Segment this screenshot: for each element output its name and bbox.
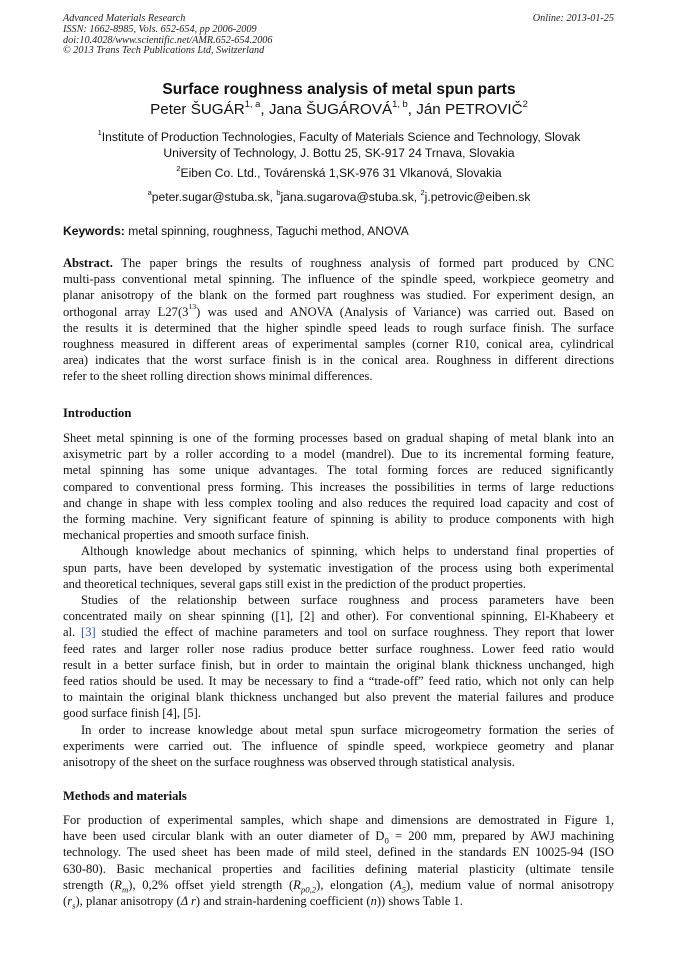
text-line: good surface finish [4], [5]. [63, 706, 201, 721]
journal-name: Advanced Materials Research [63, 13, 186, 24]
text-line: axisymetric part by a roller according to a model (mandrel). Due to its incremental forming feature, [63, 447, 614, 462]
text-line: Although knowledge about mechanics of spinning, which helps to understand final properties of [81, 544, 614, 559]
text-line: concentrated maily on shear spinning ([1], [2] and other). For conventional spinning, El-Khabeery et [63, 609, 614, 624]
keywords [63, 224, 614, 238]
abstract [63, 255, 614, 385]
email-link[interactable]: j.petrovic@eiben.sk [424, 190, 531, 204]
author-name: , Jana ŠUGÁROVÁ [260, 101, 393, 118]
author-sup: 1, a [244, 97, 261, 109]
text-line: compared to conventional press forming. This increases the possibilities in terms of large reductions [63, 479, 614, 494]
methods-paragraph [63, 812, 614, 909]
running-header [63, 14, 614, 57]
author-list [0, 97, 678, 118]
email-link[interactable]: jana.sugarova@stuba.sk, [280, 190, 421, 204]
intro-paragraph [63, 430, 614, 770]
affil-sup: 1 [97, 127, 102, 137]
abstract-line: roughness measured in different areas of experimental samples (corner R10, conical area, cylindrical [63, 337, 614, 352]
text-line: and theoretical techniques, several gaps still exist in the prediction of the product properties. [63, 576, 527, 591]
abstract-line: The paper brings the results of roughness analysis of formed part produced by CNC [112, 256, 614, 270]
abstract-line: orthogonal array $L27(3^{13})$ was used and ANOVA (Analysis of Variance) was carried out. Based on [63, 302, 614, 319]
copyright-line: © 2013 Trans Tech Publications Ltd, Switzerland [63, 45, 265, 57]
text-line: experiments were carried out. The influence of spindle speed, workpiece geometry and planar [63, 738, 614, 753]
text-line: result in a better surface finish, but in order to maintain the original blank thickness unchanged, high [63, 657, 614, 672]
email-sup: 2 [420, 187, 425, 197]
text-line: metal spinning has some unique advantages. The total forming forces are reduced significantly [63, 463, 614, 478]
text-line: to maintain the original blank thickness unchanged but also prevent the material failures and produce [63, 690, 614, 705]
text-line: anisotropy of the sheet on the surface roughness was observed through statistical analysis. [63, 755, 515, 770]
text-line: feed ratios should be used. It may be necessary to find a “trade-off” feed ratio, which not only can help [63, 674, 614, 689]
abstract-line: the results it is determined that the higher spindle speed leads to rough surface finish. The surface [63, 320, 614, 335]
text-line: Studies of the relationship between surface roughness and process parameters have been [81, 593, 614, 608]
affil-text: Institute of Production Technologies, Faculty of Materials Science and Technology, Slovak [101, 130, 581, 144]
abstract-line: refer to the sheet rolling direction shows minimal differences. [63, 369, 373, 384]
doi-line: doi:10.4028/www.scientific.net/AMR.652-654.2006 [63, 34, 273, 46]
abstract-label: Abstract. [63, 256, 113, 270]
text-line: feed rates and larger roller nose radius produce better surface roughness. Lower feed ratio would [63, 641, 614, 656]
author-name: , Ján PETROVIČ [407, 101, 523, 118]
text-line: $(r_s)$, planar anisotropy (Δ r) and strain-hardening coefficient (n)) shows Table 1. [63, 894, 463, 911]
issn-line: ISSN: 1662-8985, Vols. 652-654, pp 2006-2009 [63, 23, 257, 35]
keywords-text: metal spinning, roughness, Taguchi method, ANOVA [124, 224, 409, 238]
text-line: technology. The used sheet has been made of mild steel, defined in the standards EN 10025-94 (ISO [63, 845, 614, 860]
text-line: have been used circular blank with an outer diameter of $D_0 = 200$ mm, prepared by AWJ machining [63, 829, 614, 846]
affil-text: Eiben Co. Ltd., Továrenská 1,SK-976 31 Vlkanová, Slovakia [180, 166, 502, 180]
email-line [0, 189, 678, 205]
text-line: 630-80). Basic mechanical properties and facilities defining material plasticity (ultimate tensile [63, 861, 614, 876]
abstract-line: multi-pass conventional metal spinning. The influence of the spindle speed, workpiece geometry and [63, 272, 614, 287]
author-name: Peter ŠUGÁR [150, 101, 245, 118]
affiliation-1 [0, 129, 678, 161]
text-line: mechanical properties and smooth surface finish. [63, 528, 309, 543]
text-line: Sheet metal spinning is one of the forming processes based on gradual shaping of metal blank into an [63, 431, 614, 445]
affiliation-2 [0, 165, 678, 181]
affil-sup: 2 [176, 163, 181, 173]
abstract-line: area) indicates that the worst surface finish is in the conical area. Roughness in different directions [63, 353, 614, 368]
section-heading-introduction: Introduction [63, 406, 132, 420]
reference-link[interactable]: [3] [81, 625, 96, 640]
email-sup: b [276, 187, 281, 197]
email-sup: a [147, 187, 152, 197]
text-line: al. [3] studied the effect of machine parameters and tool on surface roughness. They report that lower [63, 625, 614, 640]
text-line: and change in shape with less complex tooling and also reduces the required load capacity and cost of [63, 495, 614, 510]
text-line: For production of experimental samples, which shape and dimensions are demostrated in Figure 1, [63, 813, 614, 827]
keywords-label: Keywords: [63, 224, 125, 238]
email-link[interactable]: peter.sugar@stuba.sk, [151, 190, 277, 204]
section-heading-methods: Methods and materials [63, 789, 187, 803]
affil-text: University of Technology, J. Bottu 25, SK-917 24 Trnava, Slovakia [163, 146, 515, 160]
text-line: strength $(R_m)$, 0,2% offset yield strength $(R_{p0,2})$, elongation $(A_5)$, medium value of normal anisotropy [63, 877, 614, 895]
abstract-line: planar anisotropy of the blank on the formed part roughness was studied. For experiment design, an [63, 288, 614, 303]
author-sup: 2 [522, 97, 528, 109]
paper-title: Surface roughness analysis of metal spun parts [162, 81, 516, 98]
text-line: spun parts, have been developed by systematic investigation of the process using both experimental [63, 560, 614, 575]
text-line: In order to increase knowledge about metal spun surface microgeometry formation the series of [81, 722, 614, 737]
author-sup: 1, b [392, 97, 408, 109]
online-date: Online: 2013-01-25 [532, 13, 614, 24]
text-line: the forming machine. Very significant feature of spinning is ability to produce components with high [63, 512, 614, 527]
